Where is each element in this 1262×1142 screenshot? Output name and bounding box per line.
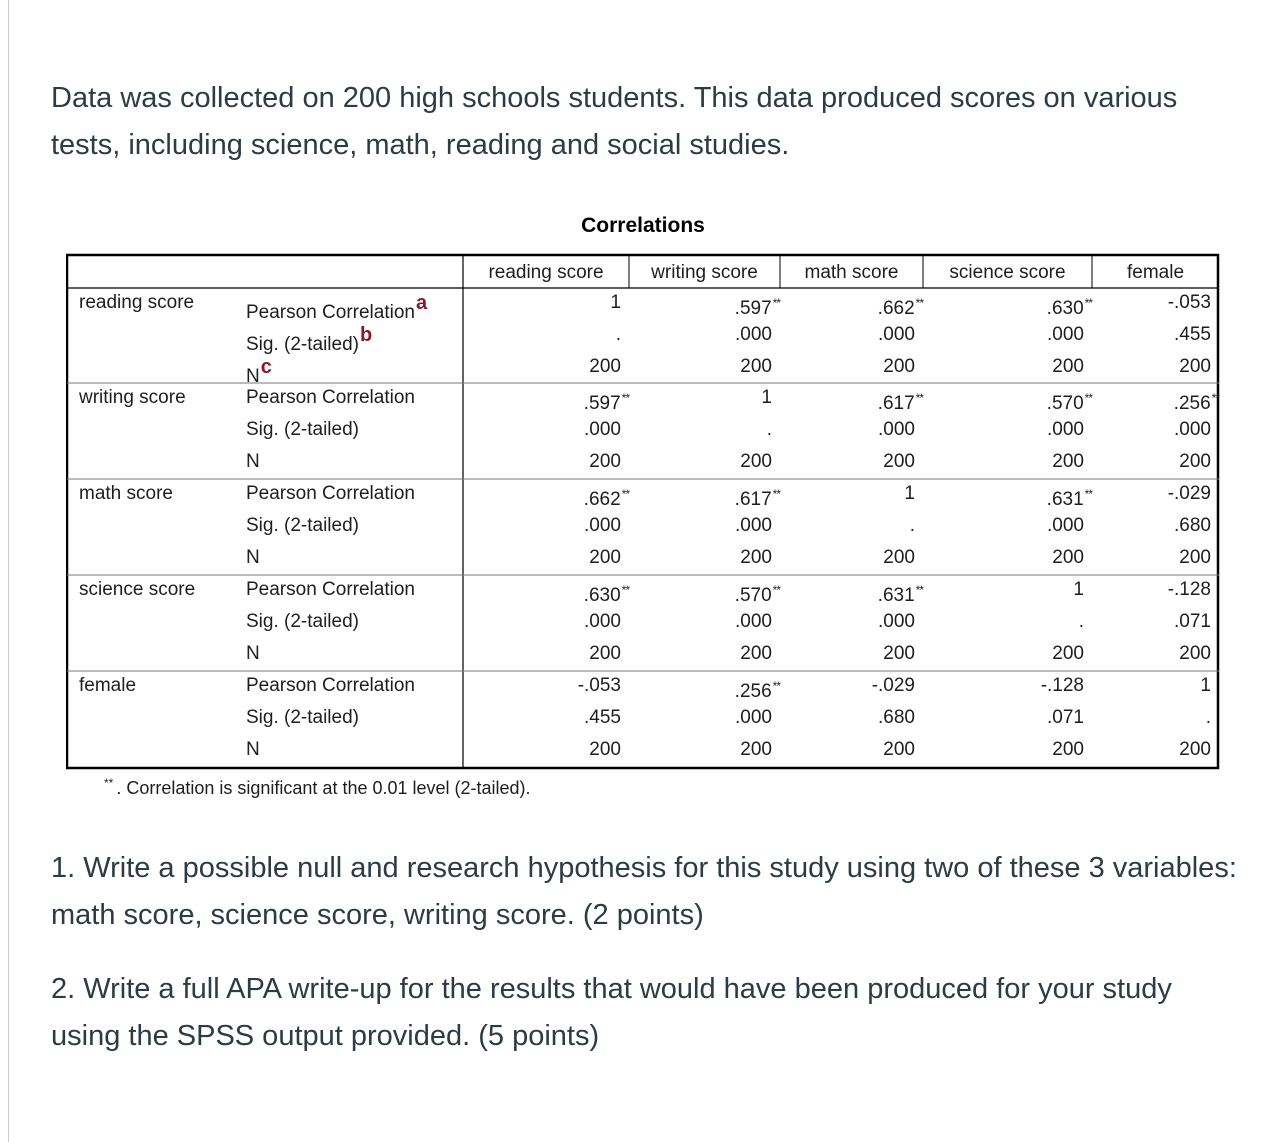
stat-label — [246, 513, 359, 539]
cell-value: -.053 — [1167, 292, 1211, 313]
cell-value: 200 — [589, 451, 621, 472]
stat-label — [246, 609, 359, 635]
stat-label-text: Sig. (2-tailed) — [246, 334, 359, 355]
significance-flag: ** — [621, 583, 629, 597]
table-cell — [1092, 641, 1211, 667]
cell-value: 200 — [1052, 547, 1084, 568]
stat-label — [246, 385, 415, 411]
cell-value: .631 — [877, 585, 915, 606]
cell-value: 200 — [740, 739, 772, 760]
table-cell — [780, 354, 915, 380]
cell-value: 200 — [883, 451, 915, 472]
table-cell — [923, 449, 1084, 475]
row-label: science score — [79, 579, 196, 600]
cell-value: 200 — [1052, 356, 1084, 377]
cell-value: .000 — [735, 611, 772, 632]
cell-value: 200 — [740, 356, 772, 377]
row-label: writing score — [79, 387, 186, 408]
stat-label-text: Pearson Correlation — [246, 387, 415, 408]
cell-value: .256 — [734, 681, 772, 702]
stat-label — [246, 449, 260, 475]
cell-value: .000 — [1047, 419, 1084, 440]
table-cell — [780, 290, 923, 322]
table-cell — [463, 322, 621, 348]
significance-flag: ** — [915, 391, 923, 405]
table-cell — [463, 545, 621, 571]
table-cell — [1092, 385, 1219, 417]
cell-value: .000 — [1047, 515, 1084, 536]
cell-value: .617 — [877, 393, 915, 414]
significance-flag: ** — [1084, 391, 1092, 405]
table-cell — [923, 417, 1084, 443]
row-label: math score — [79, 483, 173, 504]
cell-value: 1 — [610, 292, 621, 313]
cell-value: 200 — [883, 739, 915, 760]
footnote-reference: a — [415, 292, 428, 314]
stat-label-text: N — [246, 366, 260, 387]
table-cell — [923, 322, 1084, 348]
stat-label — [246, 545, 260, 571]
cell-value: .000 — [735, 515, 772, 536]
row-label: female — [79, 675, 137, 696]
cell-value: 200 — [1179, 547, 1211, 568]
stat-label-text: Sig. (2-tailed) — [246, 707, 359, 728]
stat-label — [246, 290, 427, 326]
footnote-reference: b — [360, 324, 373, 346]
cell-value: .000 — [878, 611, 915, 632]
cell-value: .256 — [1173, 393, 1211, 414]
cell-value: .662 — [877, 298, 915, 319]
cell-value: .570 — [734, 585, 772, 606]
table-title: Correlations — [581, 214, 705, 237]
cell-value: .630 — [583, 585, 621, 606]
stat-label — [246, 737, 260, 763]
table-cell — [1092, 322, 1211, 348]
cell-value: 200 — [589, 547, 621, 568]
column-header: reading score — [488, 262, 604, 283]
table-cell — [923, 673, 1084, 699]
cell-value: 200 — [1052, 643, 1084, 664]
table-cell — [923, 545, 1084, 571]
cell-value: .455 — [584, 707, 621, 728]
table-cell — [629, 705, 772, 731]
table-cell — [780, 322, 915, 348]
column-header: math score — [804, 262, 899, 283]
table-cell — [629, 513, 772, 539]
table-cell — [629, 417, 772, 443]
table-cell — [1092, 417, 1211, 443]
stat-label-text: Pearson Correlation — [246, 675, 415, 696]
stat-label — [246, 417, 359, 443]
cell-value: 1 — [904, 483, 915, 504]
cell-value: .000 — [584, 419, 621, 440]
table-cell — [1092, 737, 1211, 763]
cell-value: 200 — [883, 547, 915, 568]
cell-value: 200 — [589, 356, 621, 377]
correlations-table — [66, 210, 1220, 800]
cell-value: .000 — [584, 515, 621, 536]
significance-flag: ** — [1084, 296, 1092, 310]
cell-value: .455 — [1174, 324, 1211, 345]
table-cell — [629, 449, 772, 475]
stat-label-text: Pearson Correlation — [246, 483, 415, 504]
significance-flag: ** — [621, 391, 629, 405]
table-cell — [1092, 290, 1211, 316]
table-cell — [463, 385, 629, 417]
table-cell — [780, 449, 915, 475]
table-cell — [629, 290, 780, 322]
stat-label-text: N — [246, 643, 260, 664]
cell-value: 200 — [740, 451, 772, 472]
table-cell — [463, 609, 621, 635]
stat-label-text: Pearson Correlation — [246, 579, 415, 600]
stat-label — [246, 673, 415, 699]
column-header: science score — [949, 262, 1066, 283]
cell-value: .000 — [735, 324, 772, 345]
stat-label-text: Sig. (2-tailed) — [246, 419, 359, 440]
significance-flag: ** — [772, 679, 780, 693]
cell-value: .000 — [735, 707, 772, 728]
cell-value: .000 — [1047, 324, 1084, 345]
significance-flag: ** — [772, 487, 780, 501]
table-cell — [629, 577, 780, 609]
cell-value: .000 — [1174, 419, 1211, 440]
table-cell — [923, 737, 1084, 763]
stat-label — [246, 322, 372, 358]
question-1: 1. Write a possible null and research hypothesis for this study using two of these 3 variables: math score, science score, writing score. (2 points) — [51, 852, 1237, 931]
table-cell — [780, 577, 923, 609]
cell-value: -.029 — [871, 675, 915, 696]
cell-value: . — [615, 324, 621, 345]
table-cell — [780, 385, 923, 417]
cell-value: 200 — [883, 643, 915, 664]
table-cell — [629, 385, 772, 411]
table-cell — [923, 577, 1084, 603]
table-cell — [923, 513, 1084, 539]
table-cell — [463, 354, 621, 380]
table-cell — [463, 641, 621, 667]
cell-value: 1 — [761, 387, 772, 408]
significance-flag: ** — [772, 583, 780, 597]
table-cell — [629, 737, 772, 763]
table-cell — [780, 641, 915, 667]
cell-value: .000 — [878, 419, 915, 440]
table-cell — [463, 737, 621, 763]
table-cell — [629, 322, 772, 348]
cell-value: . — [909, 515, 915, 536]
cell-value: 200 — [740, 643, 772, 664]
cell-value: 1 — [1073, 579, 1084, 600]
table-cell — [629, 673, 780, 705]
cell-value: 200 — [589, 739, 621, 760]
table-cell — [463, 577, 629, 609]
table-cell — [629, 481, 780, 513]
table-cell — [629, 545, 772, 571]
cell-value: .630 — [1046, 298, 1084, 319]
table-cell — [780, 737, 915, 763]
cell-value: 1 — [1200, 675, 1211, 696]
table-cell — [1092, 481, 1211, 507]
table-cell — [780, 417, 915, 443]
stat-label-text: Sig. (2-tailed) — [246, 515, 359, 536]
table-cell — [780, 513, 915, 539]
significance-flag: ** — [772, 296, 780, 310]
table-cell — [463, 513, 621, 539]
cell-value: -.128 — [1167, 579, 1211, 600]
table-cell — [923, 609, 1084, 635]
table-cell — [1092, 545, 1211, 571]
table-cell — [463, 705, 621, 731]
cell-value: .631 — [1046, 489, 1084, 510]
cell-value: .597 — [583, 393, 621, 414]
stat-label — [246, 577, 415, 603]
row-label: reading score — [79, 292, 195, 313]
cell-value: 200 — [1052, 451, 1084, 472]
table-cell — [1092, 449, 1211, 475]
table-cell — [463, 449, 621, 475]
cell-value: . — [766, 419, 772, 440]
table-cell — [923, 354, 1084, 380]
cell-value: 200 — [883, 356, 915, 377]
cell-value: .071 — [1047, 707, 1084, 728]
table-cell — [780, 609, 915, 635]
cell-value: . — [1205, 707, 1211, 728]
stat-label-text: N — [246, 547, 260, 568]
cell-value: .680 — [878, 707, 915, 728]
column-header: writing score — [651, 262, 758, 283]
table-cell — [923, 705, 1084, 731]
table-cell — [780, 705, 915, 731]
table-cell — [463, 673, 621, 699]
table-cell — [780, 545, 915, 571]
cell-value: 200 — [589, 643, 621, 664]
table-cell — [1092, 673, 1211, 699]
footnote-text: . Correlation is significant at the 0.01 level (2-tailed). — [116, 778, 531, 798]
cell-value: -.053 — [577, 675, 621, 696]
stat-label-text: N — [246, 451, 260, 472]
significance-flag: ** — [1211, 391, 1219, 405]
stat-label — [246, 705, 359, 731]
question-2: 2. Write a full APA write-up for the results that would have been produced for your study using the SPSS output provided. (5 points) — [51, 973, 1172, 1052]
table-footnote — [104, 776, 531, 799]
stat-label — [246, 641, 260, 667]
table-cell — [1092, 577, 1211, 603]
cell-value: .597 — [734, 298, 772, 319]
table-cell — [629, 354, 772, 380]
table-cell — [923, 641, 1084, 667]
stat-label — [246, 481, 415, 507]
table-cell — [1092, 354, 1211, 380]
table-cell — [463, 417, 621, 443]
stat-label-text: Sig. (2-tailed) — [246, 611, 359, 632]
cell-value: 200 — [1179, 739, 1211, 760]
cell-value: .680 — [1174, 515, 1211, 536]
table-cell — [923, 290, 1092, 322]
significance-flag: ** — [915, 296, 923, 310]
table-cell — [780, 673, 915, 699]
significance-flag: ** — [621, 487, 629, 501]
table-cell — [1092, 705, 1211, 731]
cell-value: .617 — [734, 489, 772, 510]
cell-value: 200 — [1179, 451, 1211, 472]
table-cell — [1092, 609, 1211, 635]
table-cell — [923, 385, 1092, 417]
cell-value: -.128 — [1040, 675, 1084, 696]
cell-value: 200 — [1179, 643, 1211, 664]
column-header: female — [1126, 262, 1185, 283]
significance-flag: ** — [1084, 487, 1092, 501]
cell-value: .570 — [1046, 393, 1084, 414]
table-cell — [780, 481, 915, 507]
footnote-reference: c — [260, 356, 272, 378]
cell-value: 200 — [740, 547, 772, 568]
stat-label-text: N — [246, 739, 260, 760]
cell-value: . — [1078, 611, 1084, 632]
table-cell — [463, 481, 629, 513]
table-cell — [629, 609, 772, 635]
cell-value: .000 — [878, 324, 915, 345]
cell-value: 200 — [1179, 356, 1211, 377]
table-cell — [463, 290, 621, 316]
cell-value: .071 — [1174, 611, 1211, 632]
stat-label-text: Pearson Correlation — [246, 302, 415, 323]
cell-value: .662 — [583, 489, 621, 510]
table-cell — [923, 481, 1092, 513]
footnote-mark: ** — [104, 776, 114, 790]
cell-value: .000 — [584, 611, 621, 632]
cell-value: -.029 — [1167, 483, 1211, 504]
page-left-border — [8, 0, 9, 1142]
cell-value: 200 — [1052, 739, 1084, 760]
significance-flag: ** — [915, 583, 923, 597]
table-cell — [629, 641, 772, 667]
table-cell — [1092, 513, 1211, 539]
intro-paragraph: Data was collected on 200 high schools students. This data produced scores on various tests, including science, math, reading and social studies. — [51, 82, 1178, 161]
